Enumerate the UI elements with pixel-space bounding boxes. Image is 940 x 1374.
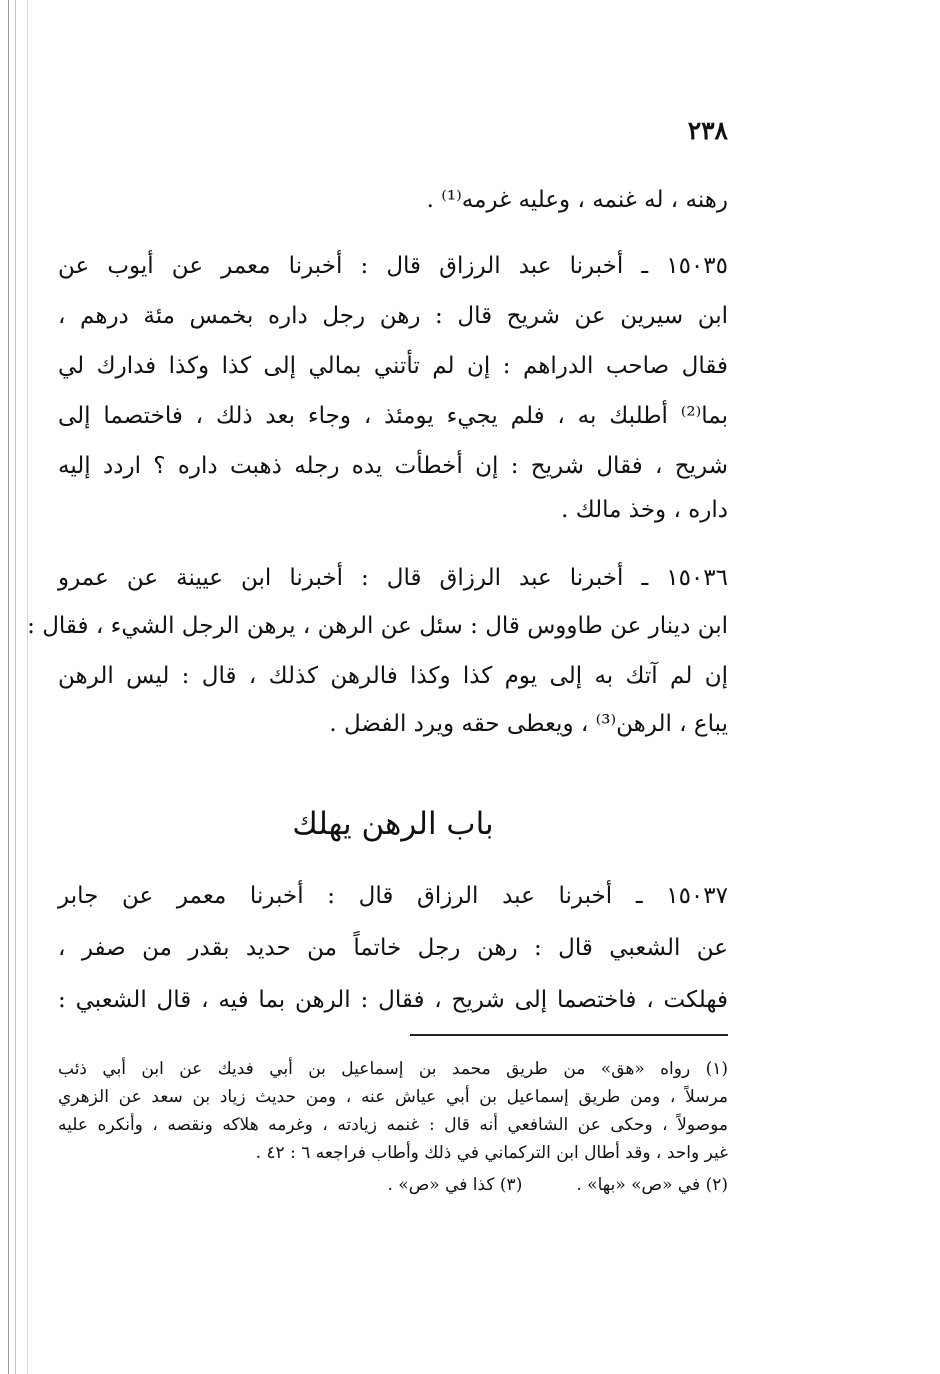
hadith-15035-line: ابن سيرين عن شريح قال : رهن رجل داره بخمس مئة درهم ، <box>58 303 728 329</box>
footnote-line: غير واحد ، وقد أطال ابن التركماني في ذلك وأطاب فراجعه ٦ : ٤٢ . <box>255 1143 728 1163</box>
footnote-line: مرسلاً ، ومن طريق إسماعيل بن أبي عياش عنه ، ومن حديث زياد بن سعد عن الزهري <box>58 1087 728 1107</box>
section-title: باب الرهن يهلك <box>292 806 494 842</box>
footnote-line: موصولاً ، وحكى عن الشافعي أنه قال : غنمه زيادته ، وغرمه هلاكه ونقصه ، وأنكره عليه <box>58 1115 728 1135</box>
continuation-line: رهنه ، له غنمه ، وعليه غرمه⁽¹⁾ . <box>426 187 728 213</box>
footnote-divider <box>410 1034 728 1036</box>
footnote-line: (١) رواه «هق» من طريق محمد بن إسماعيل بن أبي فديك عن ابن أبي ذئب <box>58 1059 728 1079</box>
hadith-15036-line: إن لم آتك به إلى يوم كذا وكذا فالرهن كذلك ، قال : ليس الرهن <box>58 663 728 689</box>
book-binding-edge <box>8 0 9 1374</box>
hadith-15036-line: ابن دينار عن طاووس قال : سئل عن الرهن ، يرهن الرجل الشيء ، فقال : <box>27 613 728 639</box>
hadith-15035-line: بما⁽²⁾ أطلبك به ، فلم يجيء يومئذ ، وجاء بعد ذلك ، فاختصما إلى <box>58 403 728 429</box>
book-binding-edge <box>27 0 28 1374</box>
hadith-15037-line: عن الشعبي قال : رهن رجل خاتماً من حديد بقدر من صفر ، <box>58 935 728 961</box>
page-number: ٢٣٨ <box>687 116 728 145</box>
hadith-15036-line: ١٥٠٣٦ ـ أخبرنا عبد الرزاق قال : أخبرنا ابن عيينة عن عمرو <box>58 565 728 591</box>
hadith-15036-line: يباع ، الرهن⁽³⁾ ، ويعطى حقه ويرد الفضل . <box>329 711 728 737</box>
hadith-15035-line: ١٥٠٣٥ ـ أخبرنا عبد الرزاق قال : أخبرنا معمر عن أيوب عن <box>58 253 728 279</box>
hadith-15037-line: ١٥٠٣٧ ـ أخبرنا عبد الرزاق قال : أخبرنا معمر عن جابر <box>58 883 728 909</box>
hadith-15035-line: فقال صاحب الدراهم : إن لم تأتني بمالي إلى كذا وكذا فدارك لي <box>58 353 728 379</box>
footnote-line: (٢) في «ص» «بها» . (٣) كذا في «ص» . <box>387 1175 728 1195</box>
book-binding-edge <box>15 0 16 1374</box>
hadith-15035-line: شريح ، فقال شريح : إن أخطأت يده رجله ذهبت داره ؟ اردد إليه <box>58 453 728 479</box>
hadith-15037-line: فهلكت ، فاختصما إلى شريح ، فقال : الرهن بما فيه ، قال الشعبي : <box>58 987 728 1013</box>
hadith-15035-line: داره ، وخذ مالك . <box>561 497 728 523</box>
